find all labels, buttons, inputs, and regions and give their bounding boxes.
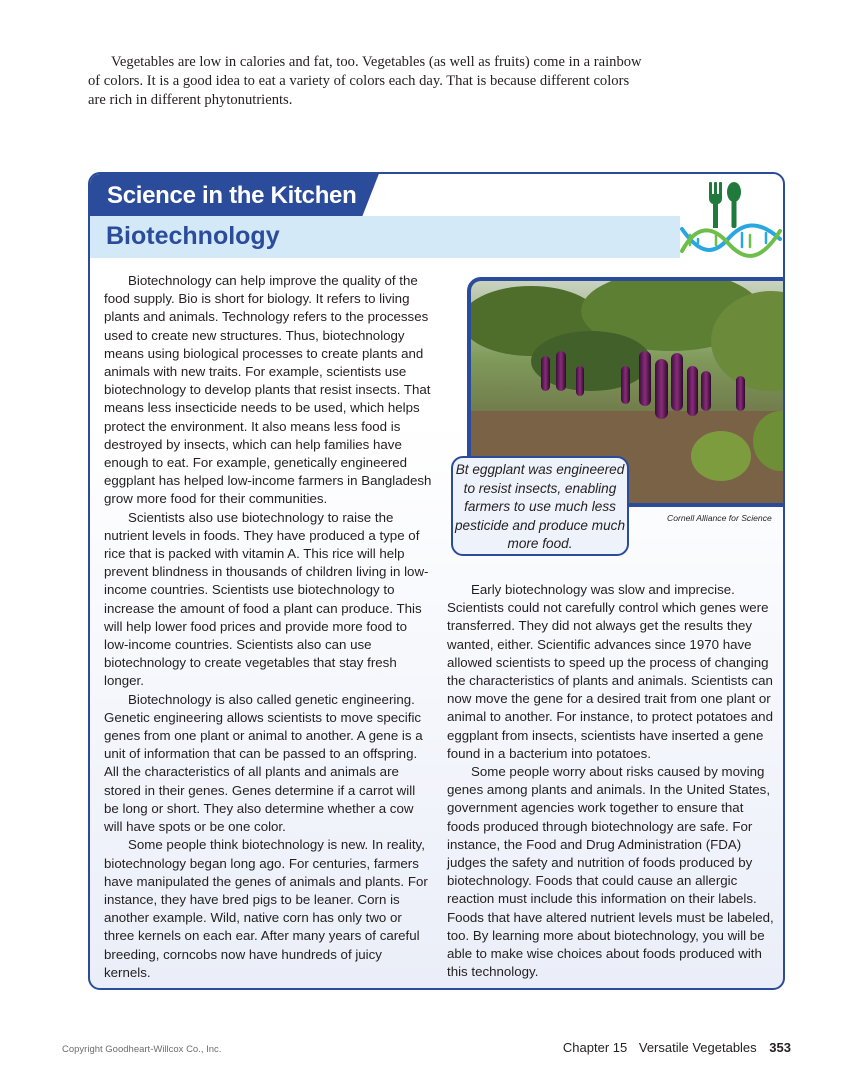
spoon-icon	[727, 182, 741, 228]
photo-credit: Cornell Alliance for Science	[667, 513, 772, 523]
dna-icon	[682, 225, 780, 255]
fork-icon	[709, 182, 722, 228]
body-paragraph: Biotechnology can help improve the quality of the food supply. Bio is short for biology. It refers to living plants and animals. Technology refers to the processes used to create new structures. Thus, biotechnology means using biological processes to create plants and animals with new traits. For example, scientists use biotechnology to develop plants that resist insects. That means less insecticide needs to be used, which helps protect the environment. It also means less food is destroyed by insects, which can help families have enough to eat. For example, genetically engineered eggplant has helped low-income farmers in Bangladesh grow more food for their communities.	[104, 273, 432, 507]
body-paragraph: Biotechnology is also called genetic engineering. Genetic engineering allows scientists to move specific genes from one plant or animal to another. A gene is a unit of information that can be passed to an offspring. All the characteristics of all plants and animals are stored in their genes. Genes determine if a carrot will be long or short. They also determine whether a cow will have spots or be one color.	[104, 691, 423, 835]
photo-caption: Bt eggplant was engineered to resist insects, enabling farmers to use much less pesticide and produce much more food.	[451, 456, 629, 556]
feature-box	[88, 172, 785, 990]
intro-paragraph: Vegetables are low in calories and fat, too. Vegetables (as well as fruits) come in a rainbow of colors. It is a good idea to eat a variety of colors each day. That is because different colors are rich in different phytonutrients.	[88, 54, 642, 108]
page-footer	[563, 1040, 791, 1055]
page-number: 353	[769, 1040, 791, 1055]
body-paragraph: Early biotechnology was slow and imprecise. Scientists could not carefully control which genes were transferred. They did not always get the results they wanted, either. Scientific advances since 1970 have allowed scientists to speed up the process of changing the characteristics of plants and animals. Scientists can now move the gene for a desired trait from one plant or animal to another. For instance, to protect potatoes and eggplant from insects, scientists have inserted a gene found in a bacterium into potatoes.	[447, 582, 773, 761]
kitchen-science-logo	[676, 177, 785, 262]
left-column	[104, 272, 432, 982]
copyright-text: Copyright Goodheart-Willcox Co., Inc.	[62, 1044, 222, 1055]
feature-subtitle-bar	[90, 216, 680, 258]
body-paragraph: Scientists also use biotechnology to raise the nutrient levels in foods. They have produced a type of rice that is packed with vitamin A. This rice will help prevent blindness in thousands of children living in low-income countries. Scientists use biotechnology to increase the amount of food a plant can produce. This will help lower food prices and provide more food to low-income countries. Scientists also can use biotechnology to create vegetables that stay fresh longer.	[104, 509, 429, 689]
right-column	[447, 581, 777, 981]
feature-subtitle: Biotechnology	[106, 222, 280, 250]
feature-title: Science in the Kitchen	[107, 182, 357, 209]
body-paragraph: Some people worry about risks caused by moving genes among plants and animals. In the United States, government agencies work together to ensure that foods produced through biotechnology are safe. For instance, the Food and Drug Administration (FDA) judges the safety and nutrition of foods produced by biotechnology. Foods that could cause an allergic reaction must include this information on their labels. Foods that have altered nutrient levels must be labeled, too. By learning more about biotechnology, you will be able to make wise choices about foods produced with this technology.	[447, 764, 774, 980]
intro-text	[88, 53, 648, 110]
chapter-label: Chapter 15	[562, 1040, 628, 1055]
body-paragraph: Some people think biotechnology is new. In reality, biotechnology began long ago. For centuries, farmers have manipulated the genes of animals and plants. For instance, they have bred pigs to be leaner. Corn is another example. Wild, native corn has only two or three kernels on each ear. After many years of careful breeding, corncobs now have hundreds of juicy kernels.	[104, 837, 428, 980]
chapter-title: Versatile Vegetables	[638, 1040, 757, 1055]
